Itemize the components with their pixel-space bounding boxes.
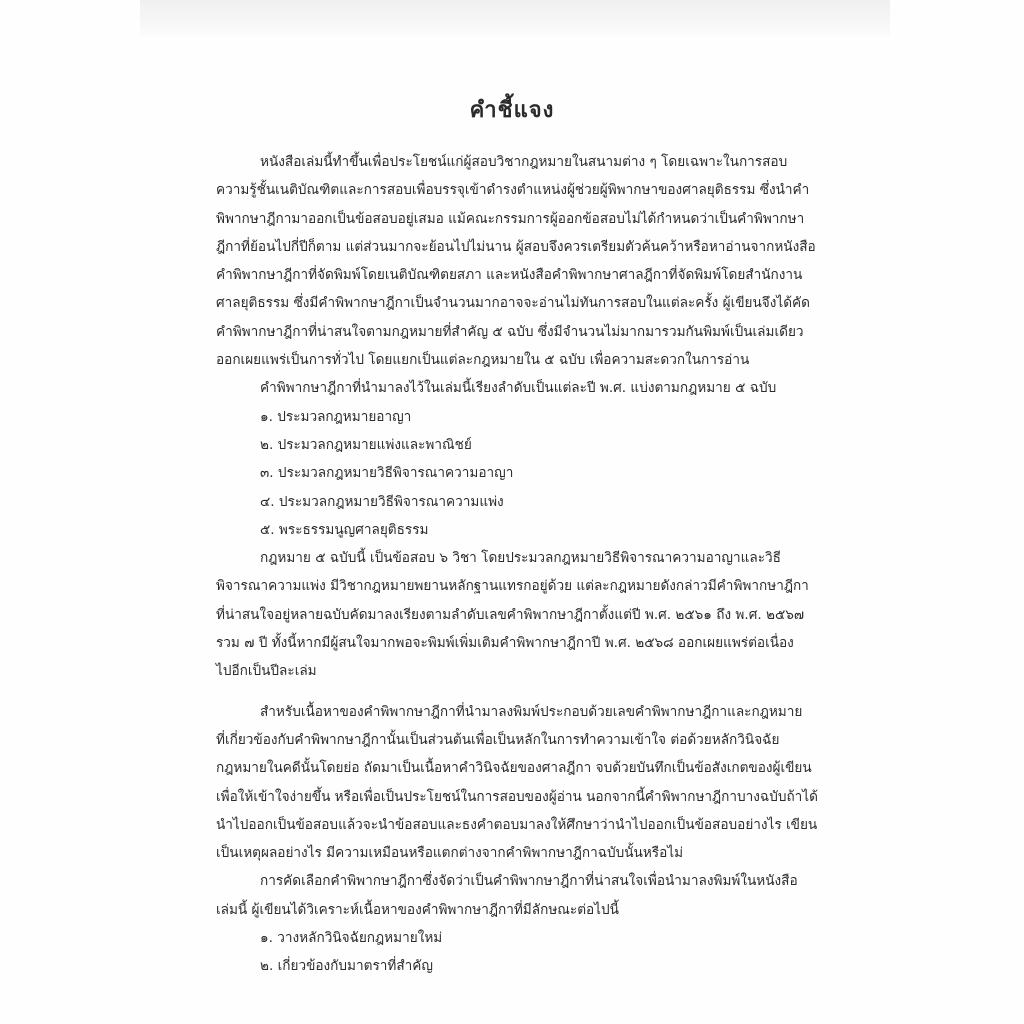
- paragraph-line: กฎหมายในคดีนั้นโดยย่อ ถัดมาเป็นเนื้อหาคำวินิจฉัยของศาลฎีกา จบด้วยบันทึกเป็นข้อสังเกตของผู้เขียน: [216, 760, 812, 777]
- paragraph-line: ไปอีกเป็นปีละเล่ม: [216, 663, 317, 680]
- paragraph-line: รวม ๗ ปี ทั้งนี้หากมีผู้สนใจมากพอจะพิมพ์เพิ่มเติมคำพิพากษาฎีกาปี พ.ศ. ๒๕๖๘ ออกเผยแพร่ต่อเนื่อง: [216, 635, 794, 652]
- list-item: ๑. ประมวลกฎหมายอาญา: [260, 408, 412, 425]
- paragraph-gap: [216, 686, 802, 698]
- paragraph-line: พิจารณาความแพ่ง มีวิชากฎหมายพยานหลักฐานแทรกอยู่ด้วย แต่ละกฎหมายดังกล่าวมีคำพิพากษาฎีกา: [216, 578, 809, 595]
- document-body: [216, 148, 818, 981]
- paragraph-line: เพื่อให้เข้าใจง่ายขึ้น หรือเพื่อเป็นประโยชน์ในการสอบของผู้อ่าน นอกจากนี้คำพิพากษาฎีกาบางฉบับถ้าได้: [216, 788, 818, 805]
- list-item: ๒. เกี่ยวข้องกับมาตราที่สำคัญ: [260, 958, 433, 975]
- paragraph-line: เป็นเหตุผลอย่างไร มีความเหมือนหรือแตกต่างจากคำพิพากษาฎีกาฉบับนั้นหรือไม่: [216, 845, 684, 862]
- list-item: ๒. ประมวลกฎหมายแพ่งและพาณิชย์: [260, 436, 472, 453]
- list-item: ๓. ประมวลกฎหมายวิธีพิจารณาความอาญา: [260, 465, 514, 482]
- paragraph-line: สำหรับเนื้อหาของคำพิพากษาฎีกาที่นำมาลงพิมพ์ประกอบด้วยเลขคำพิพากษาฎีกาและกฎหมาย: [260, 703, 803, 720]
- paragraph-line: หนังสือเล่มนี้ทำขึ้นเพื่อประโยชน์แก่ผู้สอบวิชากฎหมายในสนามต่าง ๆ โดยเฉพาะในการสอบ: [260, 154, 788, 170]
- paragraph-line: กฎหมาย ๕ ฉบับนี้ เป็นข้อสอบ ๖ วิชา โดยประมวลกฎหมายวิธีพิจารณาความอาญาและวิธี: [260, 550, 781, 567]
- paragraph-line: ที่เกี่ยวข้องกับคำพิพากษาฎีกานั้นเป็นส่วนต้นเพื่อเป็นหลักในการทำความเข้าใจ ต่อด้วยหลักวินิจฉัย: [216, 731, 780, 748]
- paragraph-line: คำพิพากษาฎีกาที่จัดพิมพ์โดยเนติบัณฑิตยสภา และหนังสือคำพิพากษาศาลฎีกาที่จัดพิมพ์โดยสำนักงาน: [216, 267, 803, 284]
- list-item: ๑. วางหลักวินิจฉัยกฎหมายใหม่: [260, 930, 443, 947]
- paragraph-line: นำไปออกเป็นข้อสอบแล้วจะนำข้อสอบและธงคำตอบมาลงให้ศึกษาว่านำไปออกเป็นข้อสอบอย่างไร เขียน: [216, 816, 818, 833]
- paragraph-line: เล่มนี้ ผู้เขียนได้วิเคราะห์เนื้อหาของคำพิพากษาฎีกาที่มีลักษณะต่อไปนี้: [216, 901, 619, 918]
- paragraph-line: พิพากษาฎีกามาออกเป็นข้อสอบอยู่เสมอ แม้คณะกรรมการผู้ออกข้อสอบไม่ได้กำหนดว่าเป็นคำพิพากษา: [216, 210, 805, 227]
- list-item: ๔. ประมวลกฎหมายวิธีพิจารณาความแพ่ง: [260, 493, 504, 510]
- list-item: ๕. พระธรรมนูญศาลยุติธรรม: [260, 521, 429, 538]
- paragraph-line: ศาลยุติธรรม ซึ่งมีคำพิพากษาฎีกาเป็นจำนวนมากอาจจะอ่านไม่ทันการสอบในแต่ละครั้ง ผู้เขียนจึงได้คัด: [216, 295, 810, 312]
- paragraph-line: คำพิพากษาฎีกาที่น่าสนใจตามกฎหมายที่สำคัญ ๕ ฉบับ ซึ่งมีจำนวนไม่มากมารวมกันพิมพ์เป็นเล่มเดียว: [216, 323, 804, 340]
- paragraph-line: ที่น่าสนใจอยู่หลายฉบับคัดมาลงเรียงตามลำดับเลขคำพิพากษาฎีกาตั้งแต่ปี พ.ศ. ๒๕๖๑ ถึง พ.ศ. ๒๕๖๗: [216, 606, 805, 623]
- paragraph-line: คำพิพากษาฎีกาที่นำมาลงไว้ในเล่มนี้เรียงลำดับเป็นแต่ละปี พ.ศ. แบ่งตามกฎหมาย ๕ ฉบับ: [260, 380, 777, 397]
- paragraph-line: ฎีกาที่ย้อนไปกี่ปีก็ตาม แต่ส่วนมากจะย้อนไปไม่นาน ผู้สอบจึงควรเตรียมตัวค้นคว้าหรือหาอ่านจากหนังสือ: [216, 238, 816, 255]
- scan-edge-shadow: [140, 0, 890, 36]
- page-title: คำชี้แจง: [469, 98, 555, 123]
- paragraph-line: ความรู้ชั้นเนติบัณฑิตและการสอบเพื่อบรรจุเข้าดำรงตำแหน่งผู้ช่วยผู้พิพากษาของศาลยุติธรรม ซึ่งนำคำ: [216, 182, 810, 199]
- paragraph-line: การคัดเลือกคำพิพากษาฎีกาซึ่งจัดว่าเป็นคำพิพากษาฎีกาที่น่าสนใจเพื่อนำมาลงพิมพ์ในหนังสือ: [260, 873, 798, 890]
- paragraph-line: ออกเผยแพร่เป็นการทั่วไป โดยแยกเป็นแต่ละกฎหมายใน ๕ ฉบับ เพื่อความสะดวกในการอ่าน: [216, 352, 750, 369]
